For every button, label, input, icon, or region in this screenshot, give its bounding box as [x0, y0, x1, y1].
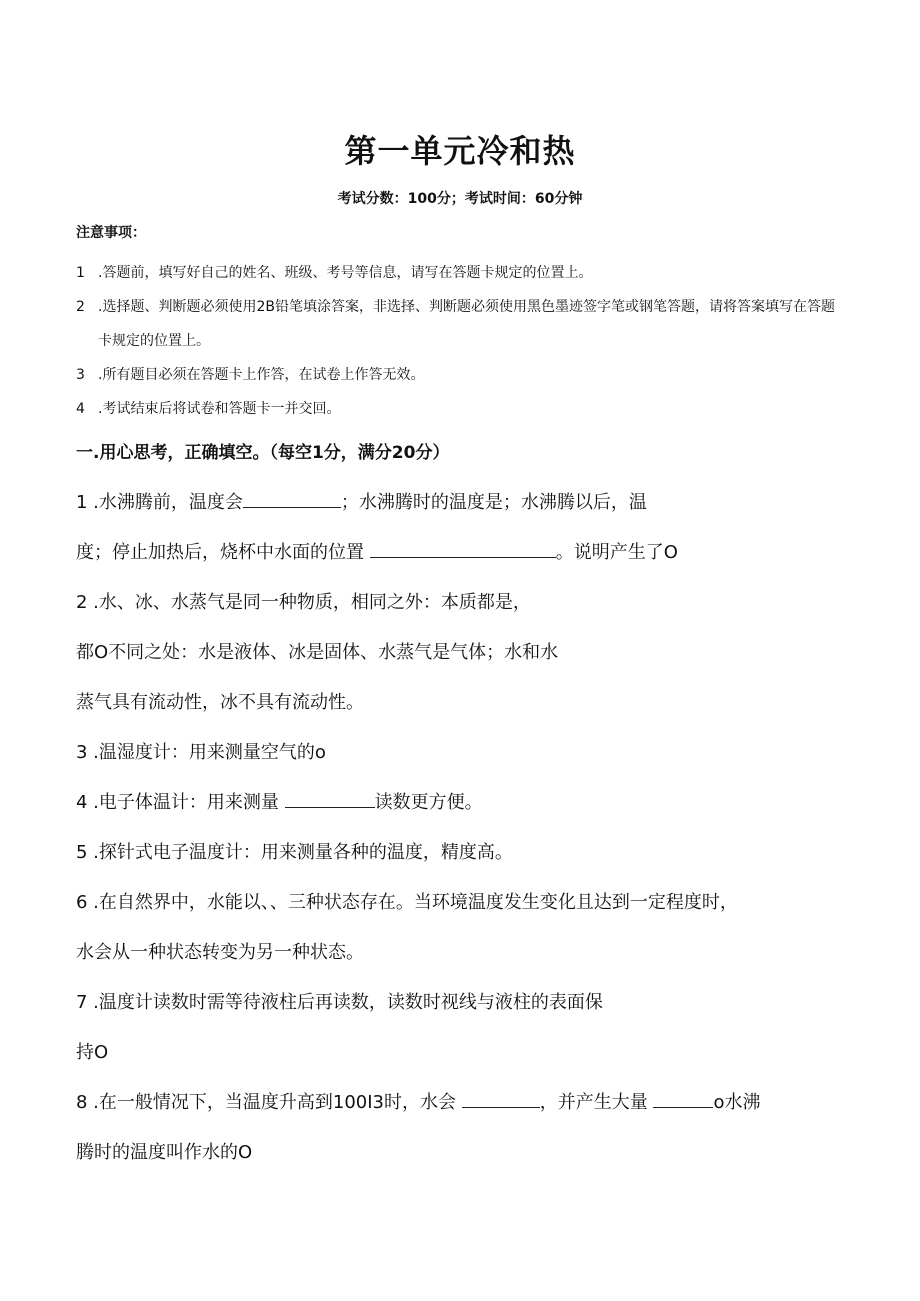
note-number: 3 — [76, 367, 85, 383]
question-text: 4 .电子体温计：用来测量 — [76, 792, 279, 813]
answer-blank[interactable] — [370, 539, 556, 558]
question-1-line-1 — [76, 488, 647, 514]
page-title: 第一单元冷和热 — [344, 132, 576, 170]
question-6-line-1: 6 .在自然界中，水能以、、三种状态存在。当环境温度发生变化且达到一定程度时， — [76, 892, 738, 913]
question-1-line-2 — [76, 538, 678, 564]
section-heading: 一.用心思考，正确填空。（每空1分，满分20分） — [76, 443, 450, 463]
notes-block — [76, 222, 846, 426]
answer-blank[interactable] — [243, 489, 341, 508]
question-7-line-2: 持O — [76, 1042, 109, 1063]
question-8-line-1 — [76, 1088, 761, 1114]
note-number: 2 — [76, 299, 85, 315]
answer-blank[interactable] — [462, 1089, 540, 1108]
question-4 — [76, 788, 483, 814]
answer-blank[interactable] — [653, 1089, 713, 1108]
note-item — [76, 392, 846, 426]
answer-blank[interactable] — [285, 789, 375, 808]
note-text: .选择题、判断题必须使用2B铅笔填涂答案，非选择、判断题必须使用黑色墨迹签字笔或钢笔答题，请将答案填写在答题卡规定的位置上。 — [98, 299, 835, 349]
question-5: 5 .探针式电子温度计：用来测量各种的温度，精度高。 — [76, 842, 513, 863]
question-text: ；水沸腾时的温度是；水沸腾以后，温 — [340, 492, 647, 513]
question-3: 3 .温湿度计：用来测量空气的o — [76, 742, 326, 763]
note-number: 4 — [76, 401, 85, 417]
question-7-line-1: 7 .温度计读数时需等待液柱后再读数，读数时视线与液柱的表面保 — [76, 992, 603, 1013]
note-text: .考试结束后将试卷和答题卡一并交回。 — [98, 401, 341, 417]
note-text: .答题前，填写好自己的姓名、班级、考号等信息，请写在答题卡规定的位置上。 — [98, 265, 593, 281]
question-2-line-3: 蒸气具有流动性，冰不具有流动性。 — [76, 692, 364, 713]
question-text: 。说明产生了O — [555, 542, 678, 563]
question-text: 读数更方便。 — [374, 792, 483, 813]
exam-info: 考试分数：100分；考试时间：60分钟 — [337, 191, 583, 207]
question-6-line-2: 水会从一种状态转变为另一种状态。 — [76, 942, 364, 963]
question-2-line-2: 都O不同之处：水是液体、冰是固体、水蒸气是气体；水和水 — [76, 642, 559, 663]
question-text: 度；停止加热后，烧杯中水面的位置 — [76, 542, 364, 563]
question-text: o水沸 — [713, 1092, 761, 1113]
note-item — [76, 256, 846, 290]
question-text: ，并产生大量 — [539, 1092, 648, 1113]
question-text: 1 .水沸腾前，温度会 — [76, 492, 243, 513]
note-item — [76, 290, 846, 358]
note-item — [76, 358, 846, 392]
note-number: 1 — [76, 265, 85, 281]
notes-heading: 注意事项： — [76, 225, 146, 241]
question-text: 8 .在一般情况下，当温度升高到100I3时，水会 — [76, 1092, 457, 1113]
note-text: .所有题目必须在答题卡上作答，在试卷上作答无效。 — [98, 367, 425, 383]
question-8-line-2: 腾时的温度叫作水的O — [76, 1142, 253, 1163]
question-2-line-1: 2 .水、冰、水蒸气是同一种物质，相同之外：本质都是， — [76, 592, 531, 613]
